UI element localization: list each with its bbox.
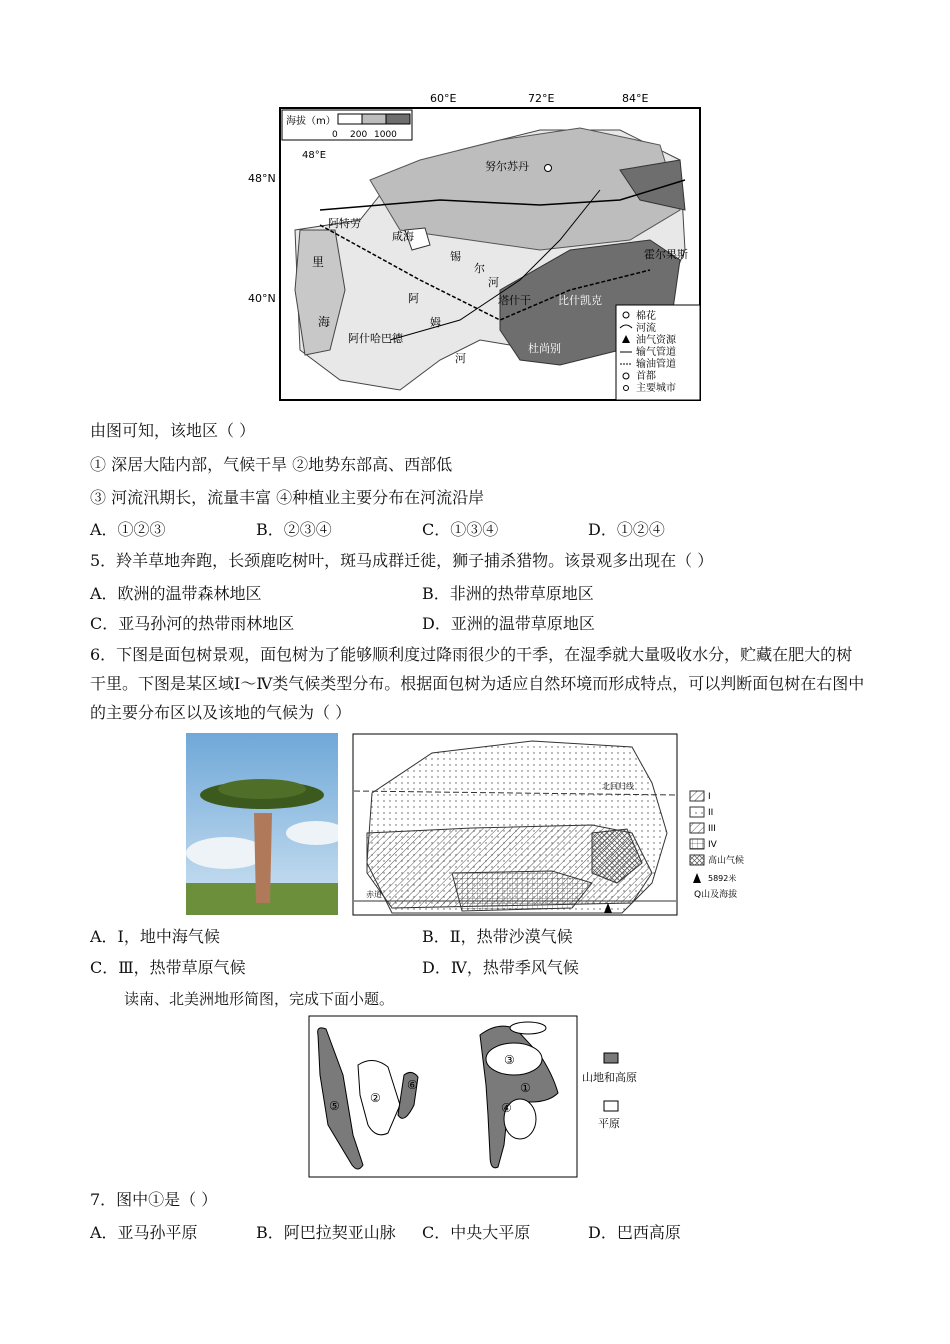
legend-swatch-highland	[690, 855, 704, 865]
city-nursultan: 努尔苏丹	[485, 160, 529, 173]
legend-swatch-i	[690, 791, 704, 801]
legend-highland: 高山气候	[708, 856, 745, 866]
q6-option-b[interactable]: B．Ⅱ，热带沙漠气候	[422, 927, 573, 946]
label-hai: 海	[318, 315, 331, 329]
q5-stem: 5．羚羊草地奔跑，长颈鹿吃树叶，斑马成群迁徙，狮子捕杀猎物。该景观多出现在（ ）	[90, 551, 714, 570]
zone-iv	[452, 871, 592, 911]
elev-val-1000: 1000	[374, 130, 397, 140]
legend-oil-pipe: 输油管道	[636, 359, 676, 370]
q4-option-c[interactable]: C．①③④	[422, 520, 499, 539]
city-tashkent: 塔什干	[498, 294, 531, 307]
elevation-title: 海拔（m）	[286, 116, 336, 127]
legend-q-mountain: Q山及海拔	[694, 890, 738, 900]
marker-3: ③	[504, 1053, 515, 1067]
americas-terrain-map	[308, 1015, 648, 1179]
legend-i: I	[708, 792, 711, 802]
marker-6: ⑥	[407, 1078, 418, 1092]
legend-cotton: 棉花	[636, 311, 656, 322]
lon-label-84: 84°E	[622, 92, 649, 105]
central-asia-map	[240, 90, 710, 410]
cotton-icon	[623, 312, 629, 318]
q5-option-c[interactable]: C．亚马孙河的热带雨林地区	[90, 614, 295, 633]
q6-stem: 6．下图是面包树景观，面包树为了能够顺利度过降雨很少的干季，在湿季就大量吸收水分，贮藏在肥大的树干里。下图是某区域Ⅰ～Ⅳ类气候类型分布。根据面包树为适应自然环境而形成特点，可以判断面包树在右图中的主要分布区以及该地的气候为（ ）	[90, 645, 865, 722]
elev-val-200: 200	[350, 130, 368, 140]
marker-5: ⑤	[329, 1099, 340, 1113]
city-icon	[624, 386, 629, 391]
marker-4: ④	[501, 1101, 512, 1115]
cloud	[186, 837, 266, 869]
legend-ii: II	[708, 808, 714, 818]
mountain-icon	[693, 873, 701, 883]
legend-plain: 平原	[598, 1117, 620, 1130]
city-bishkek: 比什凯克	[558, 294, 602, 307]
marker-2: ②	[370, 1091, 381, 1105]
legend-swatch-plain	[604, 1101, 618, 1111]
q7-option-c[interactable]: C．中央大平原	[422, 1223, 531, 1242]
label-he2: 河	[455, 352, 466, 365]
africa-climate-map	[352, 733, 772, 918]
legend-iii: III	[708, 824, 716, 834]
tropic-label: 北回归线	[602, 782, 634, 791]
baobab-trunk	[254, 813, 272, 903]
legend-capital: 首都	[636, 371, 656, 382]
label-mu: 姆	[430, 316, 441, 329]
marker-1: ①	[520, 1081, 531, 1095]
capital-marker	[545, 165, 552, 172]
legend-iv: IV	[708, 840, 717, 850]
legend-swatch-ii	[690, 807, 704, 817]
lat-label-48: 48°N	[248, 172, 276, 185]
label-xi: 锡	[450, 250, 461, 263]
q7-stem: 7．图中①是（ ）	[90, 1190, 218, 1209]
q4-option-d[interactable]: D．①②④	[588, 520, 665, 539]
elev-swatch-mid	[362, 114, 386, 124]
q7-option-d[interactable]: D．巴西高原	[588, 1223, 681, 1242]
capital-icon	[623, 373, 629, 379]
q4-option-b[interactable]: B．②③④	[256, 520, 332, 539]
legend-oilgas: 油气资源	[636, 335, 676, 346]
q6-option-c[interactable]: C．Ⅲ，热带草原气候	[90, 958, 246, 977]
label-he1: 河	[488, 276, 499, 289]
legend-river: 河流	[636, 323, 656, 334]
city-dushanbe: 杜尚别	[528, 342, 561, 355]
city-atyrau: 阿特劳	[328, 217, 361, 230]
legend-height: 5892米	[708, 874, 737, 883]
section-intro: 读南、北美洲地形简图，完成下面小题。	[124, 990, 395, 1008]
q5-option-b[interactable]: B．非洲的热带草原地区	[422, 584, 594, 603]
city-khorgos: 霍尔果斯	[644, 248, 688, 261]
q6-option-d[interactable]: D．Ⅳ，热带季风气候	[422, 958, 579, 977]
legend-swatch-mountain	[604, 1053, 618, 1063]
label-a: 阿	[408, 292, 419, 305]
q4-stem: 由图可知，该地区（ ）	[90, 421, 256, 440]
label-li: 里	[312, 255, 325, 269]
q5-option-a[interactable]: A．欧洲的温带森林地区	[90, 584, 262, 603]
lon-label-60: 60°E	[430, 92, 457, 105]
orinoco-plain	[510, 1022, 546, 1034]
q7-option-a[interactable]: A．亚马孙平原	[90, 1223, 198, 1242]
legend-gas-pipe: 输气管道	[636, 347, 676, 358]
lat-label-40: 40°N	[248, 292, 276, 305]
lon-label-72: 72°E	[528, 92, 555, 105]
q6-option-a[interactable]: A．Ⅰ，地中海气候	[90, 927, 220, 946]
label-aral: 咸海	[392, 230, 414, 243]
q7-option-b[interactable]: B．阿巴拉契亚山脉	[256, 1223, 396, 1242]
legend-swatch-iii	[690, 823, 704, 833]
label-er: 尔	[474, 262, 485, 275]
legend-swatch-iv	[690, 839, 704, 849]
q4-option-a[interactable]: A．①②③	[90, 520, 166, 539]
q5-option-d[interactable]: D．亚洲的温带草原地区	[422, 614, 595, 633]
elev-val-0: 0	[332, 130, 338, 140]
baobab-photo	[186, 733, 338, 915]
q4-statement-1: ① 深居大陆内部，气候干旱 ②地势东部高、西部低	[90, 455, 453, 474]
equator-label: 赤道	[366, 890, 382, 899]
elev-swatch-low	[338, 114, 362, 124]
city-ashgabat: 阿什哈巴德	[348, 332, 403, 345]
legend-city: 主要城市	[636, 383, 676, 394]
legend-mountain: 山地和高原	[582, 1071, 637, 1084]
lon-label-48: 48°E	[302, 150, 327, 161]
elev-swatch-high	[386, 114, 410, 124]
q4-statement-2: ③ 河流汛期长，流量丰富 ④种植业主要分布在河流沿岸	[90, 488, 485, 507]
